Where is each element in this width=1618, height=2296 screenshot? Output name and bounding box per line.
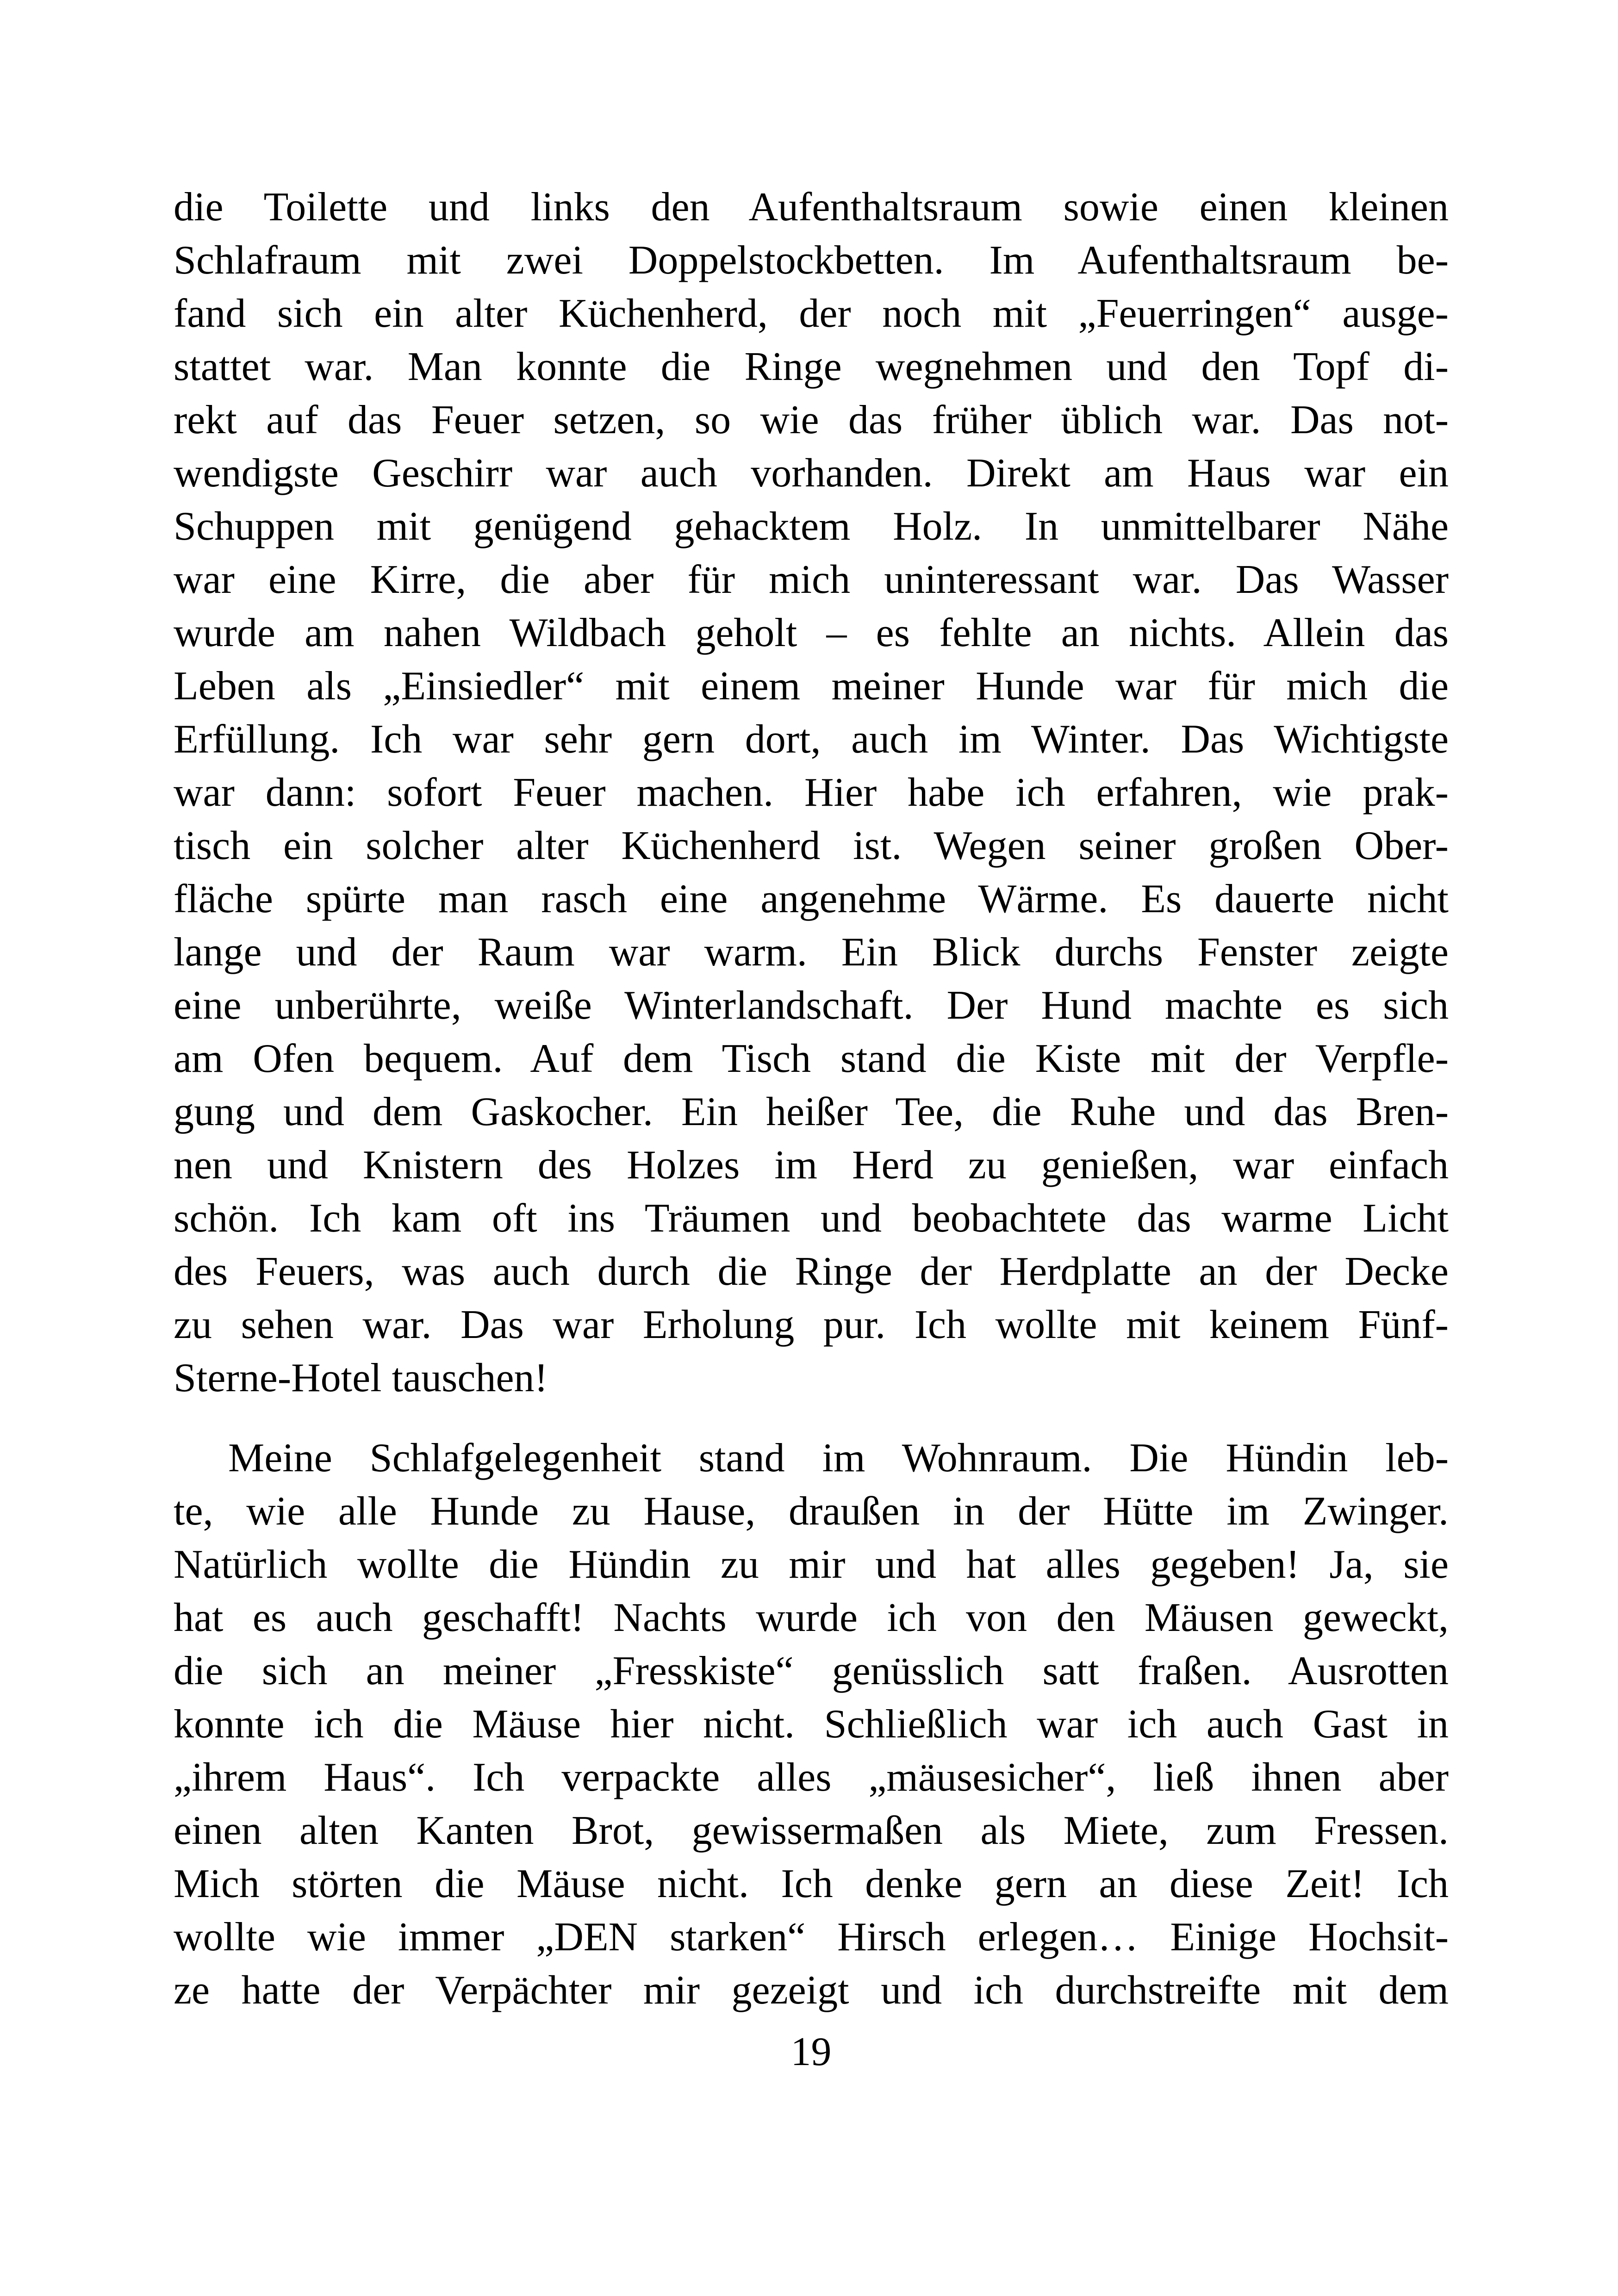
text-line: Schuppen mit genügend gehacktem Holz. In unmittelbarer Nähe xyxy=(174,504,1449,549)
text-line: die sich an meiner „Fresskiste“ genüsslich satt fraßen. Ausrotten xyxy=(174,1649,1449,1693)
text-line: wollte wie immer „DEN starken“ Hirsch erlegen… Einige Hochsit- xyxy=(174,1915,1449,1960)
text-line: zu sehen war. Das war Erholung pur. Ich wollte mit keinem Fünf- xyxy=(174,1302,1449,1347)
paragraph xyxy=(174,1431,1449,2017)
text-line: fläche spürte man rasch eine angenehme Wärme. Es dauerte nicht xyxy=(174,877,1449,921)
text-line: einen alten Kanten Brot, gewissermaßen als Miete, zum Fressen. xyxy=(174,1808,1449,1853)
text-line: rekt auf das Feuer setzen, so wie das früher üblich war. Das not- xyxy=(174,398,1449,442)
text-line: war eine Kirre, die aber für mich uninteressant war. Das Wasser xyxy=(174,557,1449,602)
text-line: lange und der Raum war warm. Ein Blick durchs Fenster zeigte xyxy=(174,930,1449,975)
text-line: war dann: sofort Feuer machen. Hier habe ich erfahren, wie prak- xyxy=(174,770,1449,815)
text-line: tisch ein solcher alter Küchenherd ist. Wegen seiner großen Ober- xyxy=(174,823,1449,868)
text-line: gung und dem Gaskocher. Ein heißer Tee, die Ruhe und das Bren- xyxy=(174,1089,1449,1134)
text-line: Erfüllung. Ich war sehr gern dort, auch im Winter. Das Wichtigste xyxy=(174,717,1449,762)
text-line: Leben als „Einsiedler“ mit einem meiner Hunde war für mich die xyxy=(174,664,1449,709)
text-line: Schlafraum mit zwei Doppelstockbetten. Im Aufenthaltsraum be- xyxy=(174,238,1449,283)
text-line: hat es auch geschafft! Nachts wurde ich von den Mäusen geweckt, xyxy=(174,1595,1449,1640)
text-line: Natürlich wollte die Hündin zu mir und hat alles gegeben! Ja, sie xyxy=(174,1542,1449,1587)
text-line: konnte ich die Mäuse hier nicht. Schließlich war ich auch Gast in xyxy=(174,1702,1449,1747)
text-line: Mich störten die Mäuse nicht. Ich denke gern an diese Zeit! Ich xyxy=(174,1861,1449,1906)
text-line: des Feuers, was auch durch die Ringe der Herdplatte an der Decke xyxy=(174,1249,1449,1294)
text-line: „ihrem Haus“. Ich verpackte alles „mäusesicher“, ließ ihnen aber xyxy=(174,1755,1449,1800)
text-line: eine unberührte, weiße Winterlandschaft. Der Hund machte es sich xyxy=(174,983,1449,1028)
text-line: schön. Ich kam oft ins Träumen und beobachtete das warme Licht xyxy=(174,1196,1449,1241)
text-line: Meine Schlafgelegenheit stand im Wohnraum. Die Hündin leb- xyxy=(228,1436,1449,1481)
text-line: nen und Knistern des Holzes im Herd zu genießen, war einfach xyxy=(174,1143,1449,1188)
text-line: fand sich ein alter Küchenherd, der noch mit „Feuerringen“ ausge- xyxy=(174,291,1449,336)
text-line: wurde am nahen Wildbach geholt – es fehlte an nichts. Allein das xyxy=(174,610,1449,655)
text-line: am Ofen bequem. Auf dem Tisch stand die Kiste mit der Verpfle- xyxy=(174,1036,1449,1081)
text-line: die Toilette und links den Aufenthaltsraum sowie einen kleinen xyxy=(174,185,1449,230)
text-line: stattet war. Man konnte die Ringe wegnehmen und den Topf di- xyxy=(174,344,1449,389)
text-line: wendigste Geschirr war auch vorhanden. Direkt am Haus war ein xyxy=(174,451,1449,496)
text-line: Sterne-Hotel tauschen! xyxy=(174,1356,548,1400)
page-number: 19 xyxy=(790,2029,832,2074)
text-block xyxy=(174,180,1449,2017)
text-line: te, wie alle Hunde zu Hause, draußen in der Hütte im Zwinger. xyxy=(174,1489,1449,1534)
text-line: ze hatte der Verpächter mir gezeigt und ich durchstreifte mit dem xyxy=(174,1968,1449,2013)
paragraph xyxy=(174,180,1449,1405)
